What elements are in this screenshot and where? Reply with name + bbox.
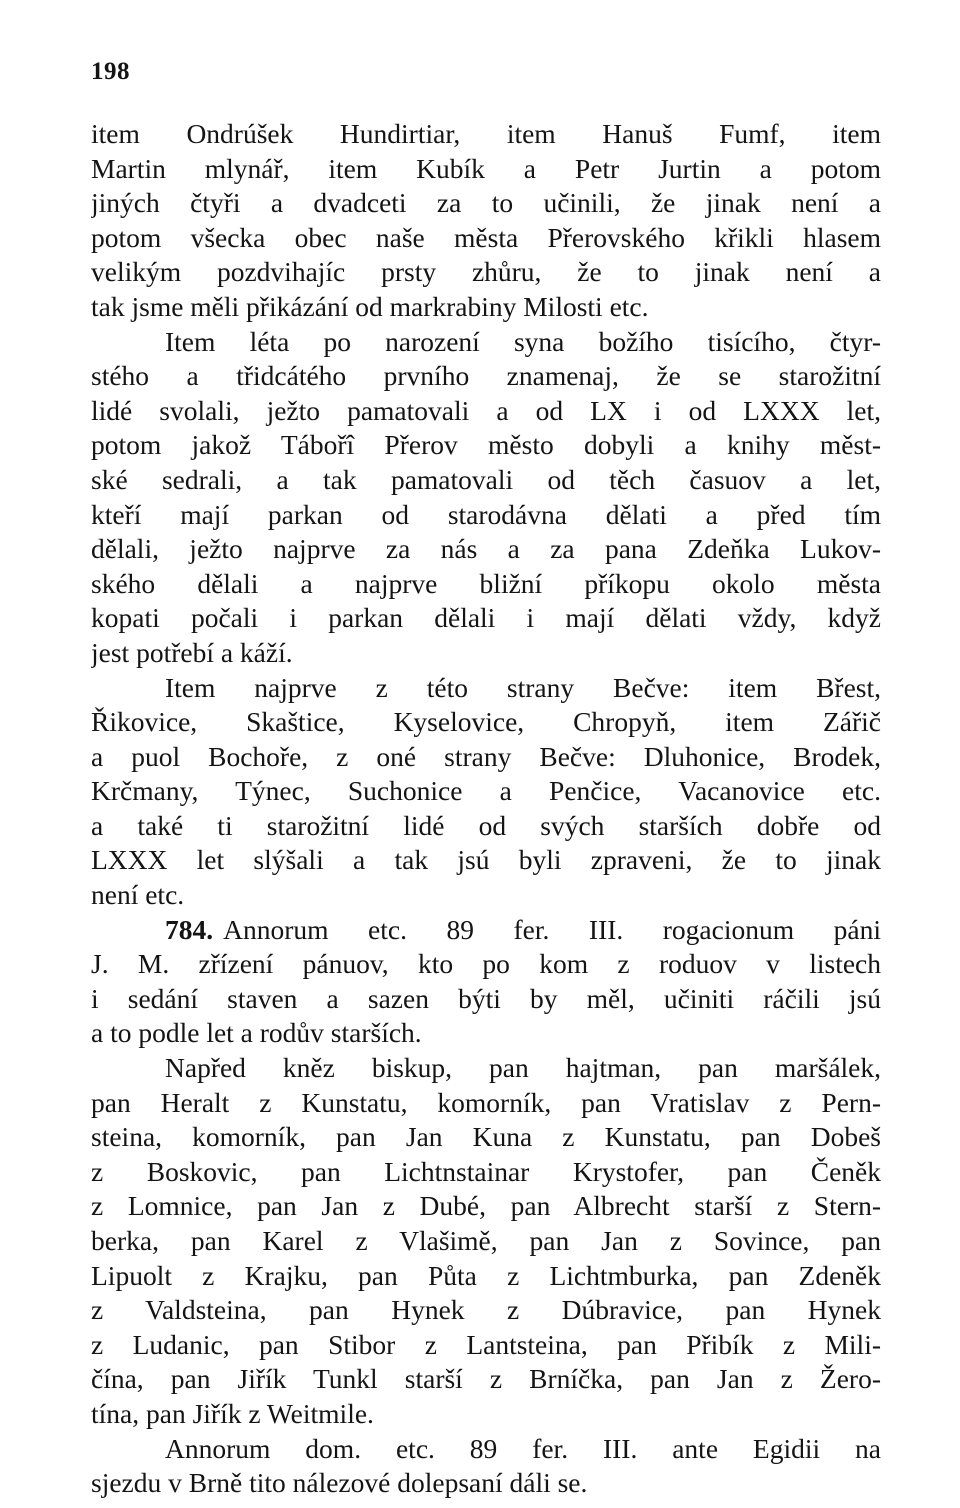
page-number: 198 [91,58,130,85]
text-line [91,947,881,982]
line-text: Napřed kněz biskup, pan hajtman, pan maršálek, [165,1052,881,1084]
text-line [91,740,881,775]
paragraph [91,1051,881,1432]
text-line [91,705,881,740]
line-text: čína, pan Jiřík Tunkl starší z Brníčka, pan Jan z Žero- [91,1363,881,1395]
line-text: berka, pan Karel z Vlašimě, pan Jan z Sovince, pan [91,1225,881,1256]
line-text: J. M. zřízení pánuov, kto po kom z roduov v listech [91,948,881,980]
line-text: steina, komorník, pan Jan Kuna z Kunstatu, pan Dobeš [91,1121,881,1153]
line-text: Krčmany, Týnec, Suchonice a Penčice, Vacanovice etc. [91,775,881,807]
line-text: item Ondrúšek Hundirtiar, item Hanuš Fumf, item [91,118,881,149]
text-line [91,671,881,706]
paragraph [91,913,881,1051]
line-text: tína, pan Jiřík z Weitmile. [91,1397,374,1429]
text-line [91,809,881,844]
text-line [91,1051,881,1086]
text-line [91,1155,881,1190]
line-text: Item léta po narození syna božího tisícího, čtyr- [165,325,881,357]
line-text: Řikovice, Skaštice, Kyselovice, Chropyň, item Zářič [91,706,881,738]
line-text: a puol Bochoře, z oné strany Bečve: Dluhonice, Brodek, [91,740,881,772]
line-text: potom jakož Tábořî Přerov město dobyli a knihy měst- [91,429,881,461]
text-line [91,1086,881,1121]
text-line [91,1432,881,1467]
entry-number: 784. [165,913,214,945]
line-text: z Boskovic, pan Lichtnstainar Krystofer, pan Čeněk [91,1155,881,1187]
text-line [91,152,881,187]
line-text: Lipuolt z Krajku, pan Půta z Lichtmburka, pan Zdeněk [91,1259,881,1291]
line-text: a to podle let a rodův starších. [91,1017,422,1049]
text-line [91,774,881,809]
text-line [91,498,881,533]
text-line [91,1189,881,1224]
line-text: lidé svolali, ježto pamatovali a od LX i od LXXX let, [91,394,881,426]
line-text: ské sedrali, a tak pamatovali od těch časuov a let, [91,463,881,495]
text-line [91,394,881,429]
text-line [91,117,881,152]
line-text: z Valdsteina, pan Hynek z Dúbravice, pan Hynek [91,1294,881,1326]
line-text: potom všecka obec naše města Přerovského křikli hlasem [91,221,881,253]
text-line [91,1293,881,1328]
paragraph [91,671,881,913]
line-text: Annorum dom. etc. 89 fer. III. ante Egidii na [165,1432,881,1464]
text-line [91,463,881,498]
text-line [91,843,881,878]
text-line [91,1397,881,1432]
text-line [91,428,881,463]
text-line [91,1362,881,1397]
line-text: dělali, ježto najprve za nás a za pana Zdeňka Lukov- [91,533,881,565]
paragraph [91,325,881,671]
text-line [91,1328,881,1363]
text-line [91,1016,881,1051]
text-line [91,636,881,671]
line-text: a také ti starožitní lidé od svých starších dobře od [91,809,881,841]
line-text: kteří mají parkan od starodávna dělati a před tím [91,498,881,530]
text-line [91,982,881,1017]
text-line [91,255,881,290]
text-line [91,1259,881,1294]
line-text: kopati počali i parkan dělali i mají dělati vždy, když [91,602,881,634]
paragraph [91,117,881,325]
text-line [91,601,881,636]
line-text: Annorum etc. 89 fer. III. rogacionum páni [223,913,881,945]
line-text: LXXX let slýšali a tak jsú byli zpraveni, že to jinak [91,844,881,876]
text-line [91,532,881,567]
text-line [91,1466,881,1501]
line-text: Martin mlynář, item Kubík a Petr Jurtin a potom [91,152,881,184]
text-line [91,290,881,325]
text-line [91,1224,881,1259]
line-text: Item najprve z této strany Bečve: item Břest, [165,671,881,703]
text-line [91,1120,881,1155]
line-text: z Lomnice, pan Jan z Dubé, pan Albrecht starší z Stern- [91,1190,881,1222]
text-line [91,186,881,221]
text-line [91,325,881,360]
line-text: ského dělali a najprve bližní příkopu okolo města [91,567,881,599]
line-text: stého a třidcátého prvního znamenaj, že se starožitní [91,360,881,392]
line-text: velikým pozdvihajíc prsty zhůru, že to jinak není a [91,256,881,288]
line-text: tak jsme měli přikázání od markrabiny Milosti etc. [91,290,649,322]
line-text: jiných čtyři a dvadceti za to učinili, že jinak není a [91,187,881,219]
text-line [91,221,881,256]
body-text [91,117,881,1501]
text-line [91,567,881,602]
line-text: pan Heralt z Kunstatu, komorník, pan Vratislav z Pern- [91,1086,881,1118]
text-line [91,359,881,394]
line-text: není etc. [91,879,185,911]
line-text: i sedání staven a sazen býti by měl, učiniti ráčili jsú [91,982,881,1014]
line-text: jest potřebí a káží. [91,636,293,668]
paragraph [91,1432,881,1501]
line-text: z Ludanic, pan Stibor z Lantsteina, pan Přibík z Mili- [91,1328,881,1360]
text-line [91,913,881,948]
line-text: sjezdu v Brně tito nálezové dolepsaní dáli se. [91,1467,588,1499]
text-line [91,878,881,913]
